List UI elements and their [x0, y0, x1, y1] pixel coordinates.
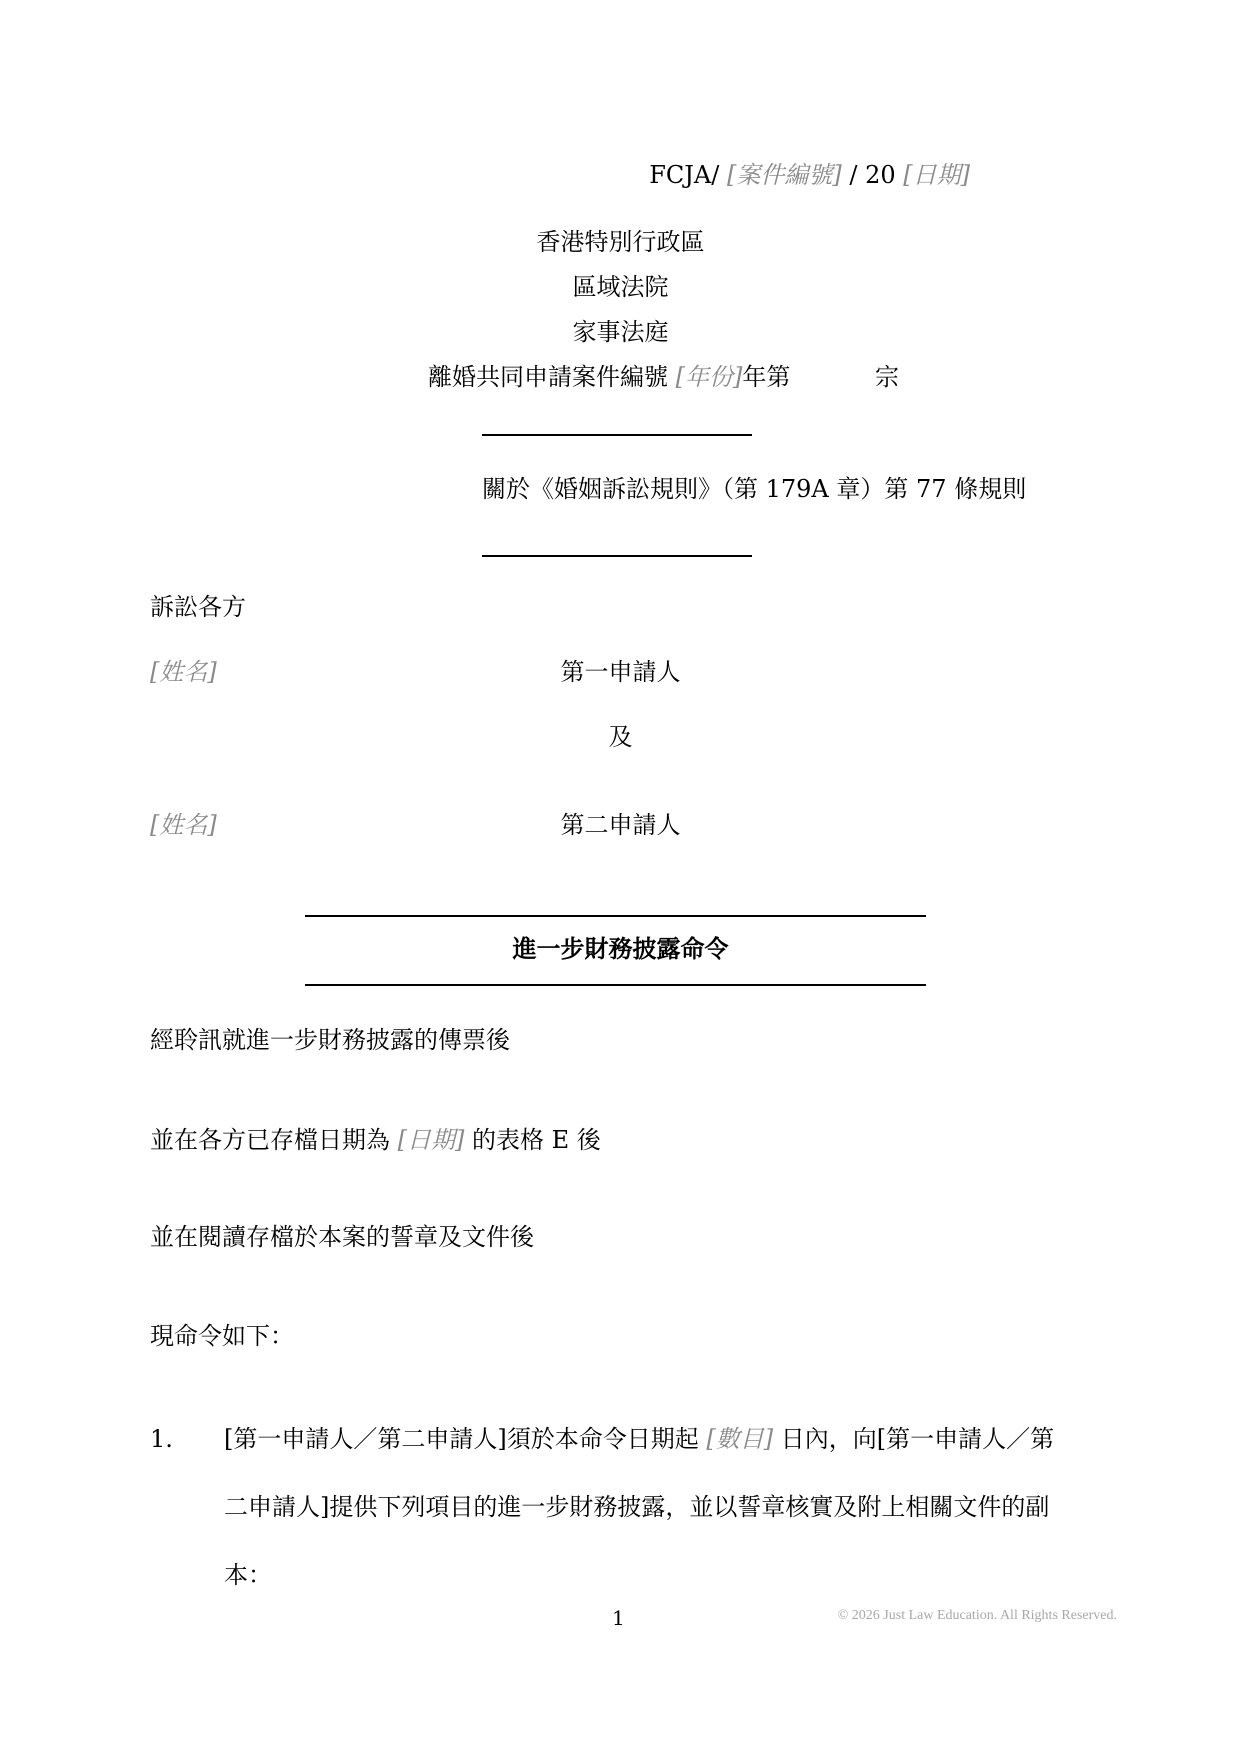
divider-line: [482, 434, 752, 436]
second-applicant-role: 第二申請人: [560, 811, 681, 839]
case-line-prefix: 離婚共同申請案件編號: [428, 363, 668, 391]
court-region: 香港特別行政區: [536, 228, 705, 256]
recital-form-e: [150, 1125, 601, 1155]
days-placeholder: [數目]: [706, 1425, 774, 1453]
first-applicant-name-placeholder: [姓名]: [150, 658, 217, 686]
case-line-suffix: 宗: [875, 363, 899, 391]
matter-line: 關於《婚姻訴訟規則》（第 179A 章）第 77 條規則: [482, 475, 1027, 503]
case-reference: [649, 160, 970, 190]
second-applicant-name-placeholder: [姓名]: [150, 811, 217, 839]
clause-line1-suffix: 日內，向[第一申請人／第: [780, 1425, 1055, 1453]
page-number: 1: [612, 1606, 625, 1630]
divider-line: [482, 555, 752, 557]
clause-line: 二申請人]提供下列項目的進一步財務披露，並以誓章核實及附上相關文件的副: [224, 1493, 1050, 1521]
case-number-line: [428, 362, 790, 392]
clause-line: [224, 1424, 1054, 1454]
form-e-date-placeholder: [日期]: [397, 1126, 465, 1154]
case-ref-prefix: FCJA/: [649, 161, 720, 189]
court-division: 家事法庭: [572, 318, 669, 346]
divider-line: [305, 984, 926, 986]
clause-number: 1.: [150, 1425, 173, 1453]
recital-form-e-suffix: 的表格 E 後: [472, 1126, 601, 1154]
case-line-mid: 年第: [742, 363, 791, 391]
first-applicant-role: 第一申請人: [560, 658, 681, 686]
recital-form-e-prefix: 並在各方已存檔日期為: [150, 1126, 390, 1154]
clause-line1-prefix: [第一申請人／第二申請人]須於本命令日期起: [224, 1425, 699, 1453]
recital-hearing: 經聆訊就進一步財務披露的傳票後: [150, 1026, 510, 1054]
court-name: 區域法院: [572, 273, 669, 301]
case-date-placeholder: [日期]: [903, 161, 970, 189]
copyright-notice: © 2026 Just Law Education. All Rights Reserved.: [837, 1608, 1117, 1623]
parties-heading: 訴訟各方: [150, 593, 246, 621]
case-number-placeholder: [案件編號]: [726, 161, 842, 189]
order-title: 進一步財務披露命令: [512, 934, 729, 963]
divider-line: [305, 915, 926, 917]
recital-affidavits: 並在閱讀存檔於本案的誓章及文件後: [150, 1223, 534, 1251]
recital-order-intro: 現命令如下：: [150, 1322, 294, 1350]
year-placeholder: [年份]: [675, 363, 743, 391]
case-ref-middle: / 20: [849, 161, 896, 189]
parties-conjunction: 及: [608, 723, 633, 751]
clause-line: 本：: [224, 1561, 272, 1589]
